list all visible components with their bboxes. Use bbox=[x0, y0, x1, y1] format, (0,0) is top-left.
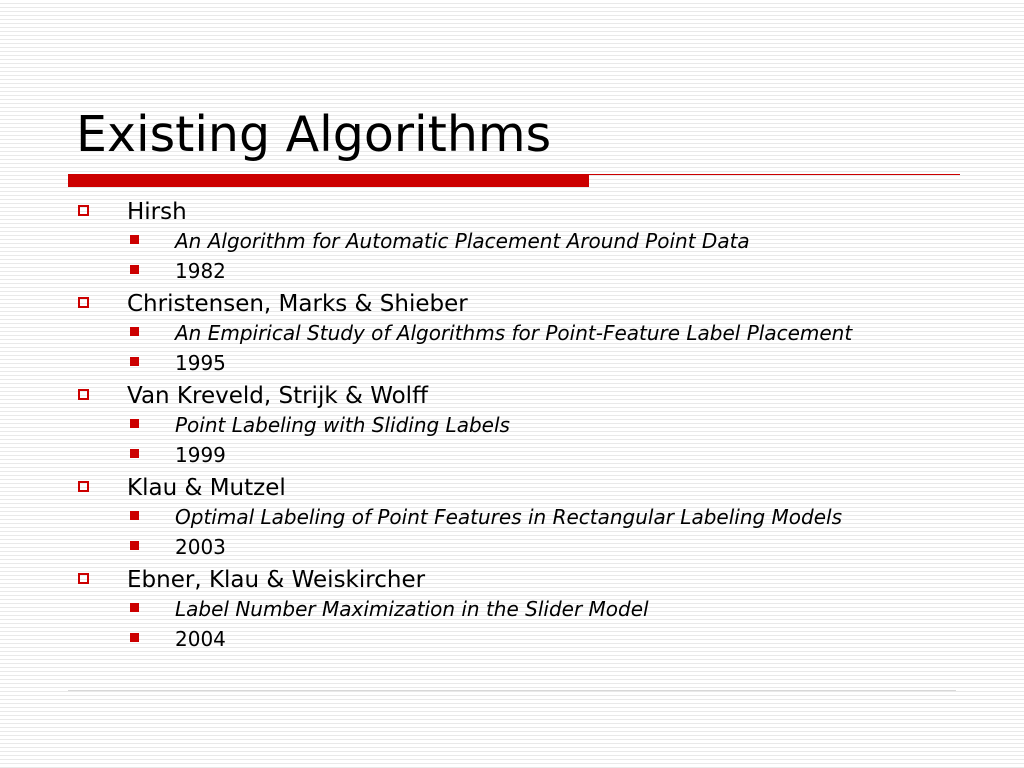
paper-title-row bbox=[76, 598, 956, 621]
paper-title: Label Number Maximization in the Slider Model bbox=[175, 597, 649, 621]
bullet-list bbox=[76, 198, 956, 658]
square-bullet-icon bbox=[130, 511, 139, 520]
list-item bbox=[76, 566, 956, 651]
square-bullet-icon bbox=[130, 265, 139, 274]
item-heading bbox=[76, 198, 956, 226]
author-names: Ebner, Klau & Weiskircher bbox=[127, 567, 426, 593]
list-item bbox=[76, 474, 956, 559]
square-bullet-icon bbox=[130, 327, 139, 336]
paper-title-row bbox=[76, 322, 956, 345]
list-item bbox=[76, 198, 956, 283]
hollow-square-bullet-icon bbox=[78, 573, 89, 584]
slide-title: Existing Algorithms bbox=[76, 106, 552, 163]
hollow-square-bullet-icon bbox=[78, 297, 89, 308]
hollow-square-bullet-icon bbox=[78, 205, 89, 216]
title-rule bbox=[68, 174, 960, 188]
list-item bbox=[76, 382, 956, 467]
author-names: Hirsh bbox=[127, 199, 187, 225]
author-names: Klau & Mutzel bbox=[127, 475, 286, 501]
year: 1982 bbox=[175, 259, 226, 283]
item-heading bbox=[76, 566, 956, 594]
paper-title: Point Labeling with Sliding Labels bbox=[175, 413, 510, 437]
title-rule-thin bbox=[589, 174, 960, 175]
square-bullet-icon bbox=[130, 603, 139, 612]
paper-title: An Empirical Study of Algorithms for Point-Feature Label Placement bbox=[175, 321, 853, 345]
paper-title: An Algorithm for Automatic Placement Around Point Data bbox=[175, 229, 750, 253]
year-row bbox=[76, 444, 956, 467]
title-rule-thick bbox=[68, 174, 589, 187]
author-names: Van Kreveld, Strijk & Wolff bbox=[127, 383, 428, 409]
list-item bbox=[76, 290, 956, 375]
year-row bbox=[76, 628, 956, 651]
item-heading bbox=[76, 474, 956, 502]
paper-title-row bbox=[76, 506, 956, 529]
year-row bbox=[76, 536, 956, 559]
square-bullet-icon bbox=[130, 235, 139, 244]
year: 1995 bbox=[175, 351, 226, 375]
year: 2004 bbox=[175, 627, 226, 651]
hollow-square-bullet-icon bbox=[78, 481, 89, 492]
paper-title: Optimal Labeling of Point Features in Rectangular Labeling Models bbox=[175, 505, 843, 529]
author-names: Christensen, Marks & Shieber bbox=[127, 291, 468, 317]
square-bullet-icon bbox=[130, 633, 139, 642]
year: 1999 bbox=[175, 443, 226, 467]
square-bullet-icon bbox=[130, 419, 139, 428]
hollow-square-bullet-icon bbox=[78, 389, 89, 400]
square-bullet-icon bbox=[130, 357, 139, 366]
footer-rule bbox=[68, 690, 956, 691]
paper-title-row bbox=[76, 414, 956, 437]
year-row bbox=[76, 352, 956, 375]
item-heading bbox=[76, 290, 956, 318]
square-bullet-icon bbox=[130, 541, 139, 550]
year: 2003 bbox=[175, 535, 226, 559]
paper-title-row bbox=[76, 230, 956, 253]
item-heading bbox=[76, 382, 956, 410]
square-bullet-icon bbox=[130, 449, 139, 458]
year-row bbox=[76, 260, 956, 283]
